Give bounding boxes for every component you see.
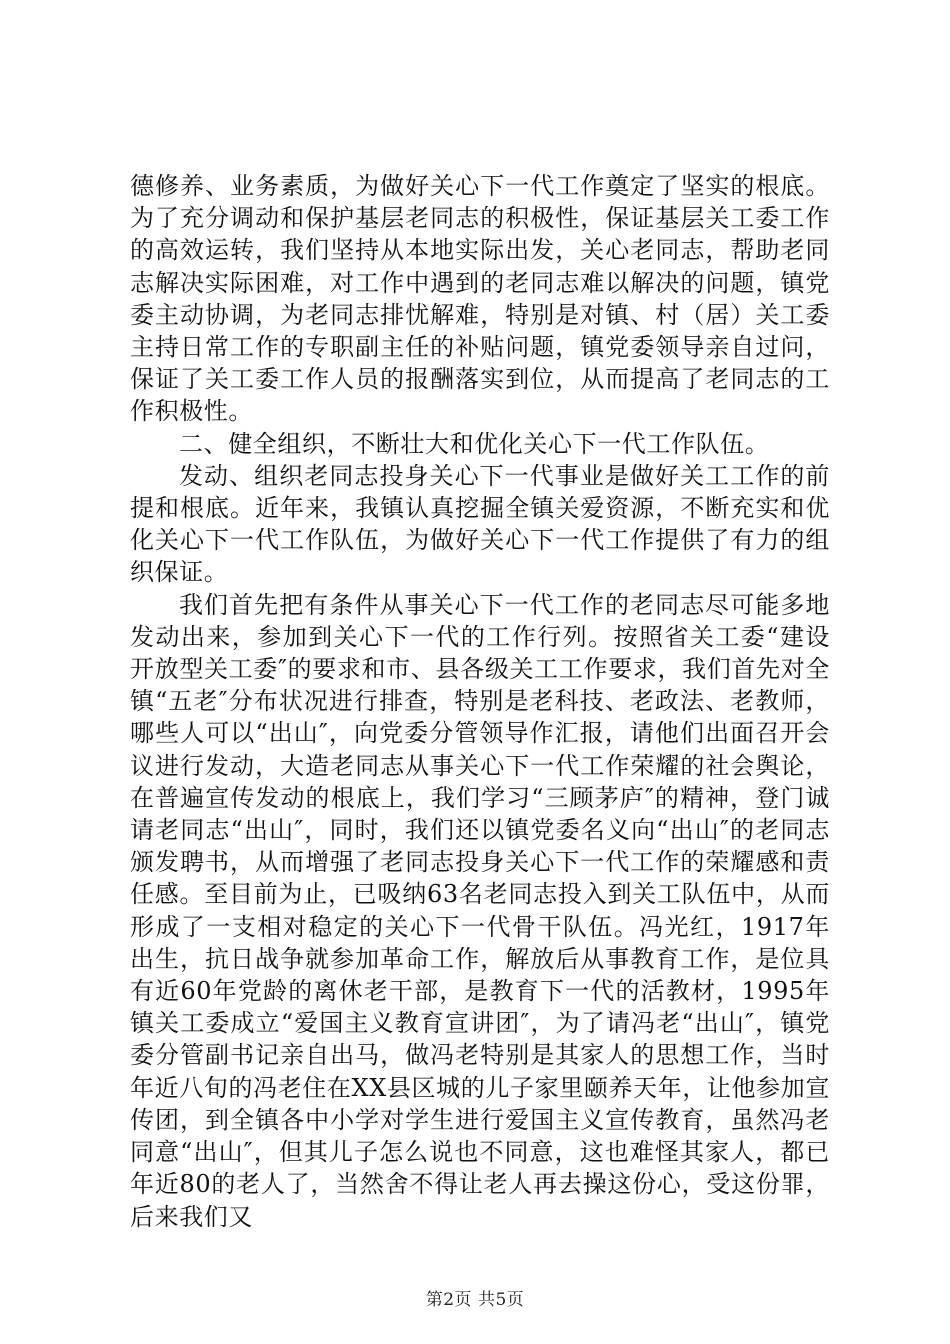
- document-body: [130, 170, 830, 1233]
- page-number-footer: 第2页 共5页: [425, 1290, 525, 1310]
- section-heading-two: 二、健全组织，不断壮大和优化关心下一代工作队伍。: [179, 429, 770, 458]
- paragraph-continuation: 德修养、业务素质，为做好关心下一代工作奠定了坚实的根底。为了充分调动和保护基层老同志的积极性，保证基层关工委工作的高效运转，我们坚持从本地实际出发，关心老同志，帮助老同志解决实际困难，对工作中遇到的老同志难以解决的问题，镇党委主动协调，为老同志排忧解难，特别是对镇、村（居）关工委主持日常工作的专职副主任的补贴问题，镇党委领导亲自过问，保证了关工委工作人员的报酬落实到位，从而提高了老同志的工作积极性。: [130, 172, 830, 426]
- paragraph-recruit: 我们首先把有条件从事关心下一代工作的老同志尽可能多地发动出来，参加到关心下一代的工作行列。按照省关工委“建设开放型关工委″的要求和市、县各级关工工作要求，我们首先对全镇“五老″分布状况进行排查，特别是老科技、老政法、老教师，哪些人可以“出山″，向党委分管领导作汇报，请他们出面召开会议进行发动，大造老同志从事关心下一代工作荣耀的社会舆论，在普遍宣传发动的根底上，我们学习“三顾茅庐″的精神，登门诚请老同志“出山″，同时，我们还以镇党委名义向“出山″的老同志颁发聘书，从而增强了老同志投身关心下一代工作的荣耀感和责任感。至目前为止，已吸纳63名老同志投入到关工队伍中，从而形成了一支相对稳定的关心下一代骨干队伍。冯光红，1917年出生，抗日战争就参加革命工作，解放后从事教育工作，是位具有近60年党龄的离休老干部，是教育下一代的活教材，1995年镇关工委成立“爱国主义教育宣讲团″，为了请冯老“出山″，镇党委分管副书记亲自出马，做冯老特别是其家人的思想工作，当时年近八旬的冯老住在XX县区城的儿子家里颐养天年，让他参加宣传团，到全镇各中小学对学生进行爱国主义宣传教育，虽然冯老同意“出山″，但其儿子怎么说也不同意，这也难怪其家人，都已年近80的老人了，当然舍不得让老人再去操这份心，受这份罪，后来我们又: [130, 590, 830, 1231]
- paragraph-mobilize: 发动、组织老同志投身关心下一代事业是做好关工工作的前提和根底。近年来，我镇认真挖掘全镇关爱资源，不断充实和优化关心下一代工作队伍，为做好关心下一代工作提供了有力的组织保证。: [130, 461, 830, 587]
